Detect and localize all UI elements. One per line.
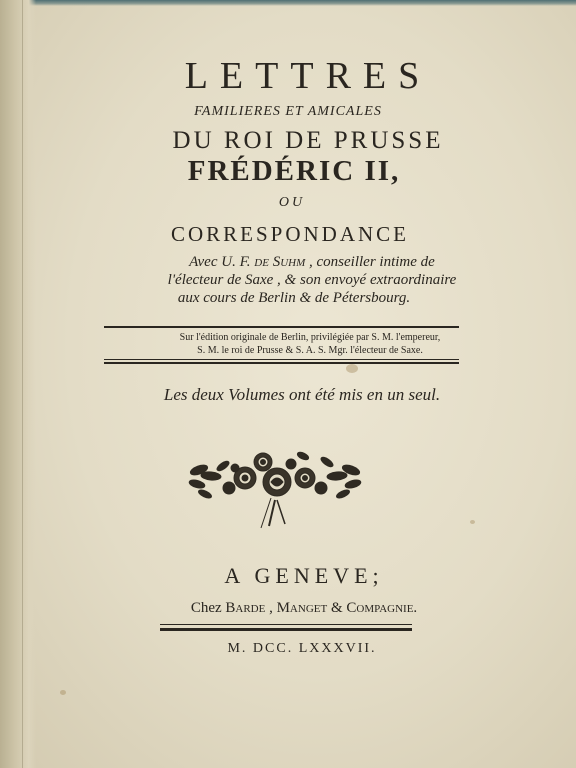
imprint-publisher [36, 598, 572, 618]
rule-divider [104, 359, 459, 360]
floral-bouquet-icon [185, 448, 365, 532]
foxing-spot [60, 690, 66, 695]
dedication-prefix: Avec U. F. [189, 254, 255, 270]
book-title: LETTRES [184, 55, 432, 97]
publisher-names: Barde , Manget & Compagnie. [225, 600, 418, 616]
volumes-note: Les deux Volumes ont été mis en un seul. [163, 385, 441, 404]
imprint-date: M. DCC. LXXXVII. [227, 641, 377, 656]
rule-divider [160, 628, 412, 631]
book-subtitle: FAMILIERES ET AMICALES [194, 104, 382, 119]
rule-divider [104, 326, 459, 328]
foxing-spot [470, 520, 475, 524]
title-correspondance-line: CORRESPONDANCE [170, 222, 410, 246]
edition-note-line-1: Sur l'édition originale de Berlin, privilégiée par S. M. l'empereur, [179, 332, 441, 343]
dedication-line-3: aux cours de Berlin & de Pétersbourg. [177, 290, 411, 306]
dedication-line-2: l'électeur de Saxe , & son envoyé extraordinaire [167, 272, 457, 288]
dedication-person: de Suhm [254, 254, 306, 270]
rule-divider [104, 362, 459, 364]
foxing-spot [346, 364, 358, 373]
imprint-city: A GENEVE; [224, 563, 384, 588]
edition-note-line-2: S. M. le roi de Prusse & S. A. S. Mgr. l'électeur de Saxe. [197, 345, 423, 356]
rule-divider [160, 624, 412, 625]
title-name-line: FRÉDÉRIC II, [187, 155, 401, 187]
dedication-line-1 [44, 253, 576, 272]
book-top-edge [0, 0, 576, 6]
publisher-prefix: Chez [190, 600, 226, 616]
dedication-suffix: , conseiller intime de [305, 254, 435, 270]
title-connector: OU [278, 195, 306, 210]
title-king-line: DU ROI DE PRUSSE [172, 127, 444, 154]
